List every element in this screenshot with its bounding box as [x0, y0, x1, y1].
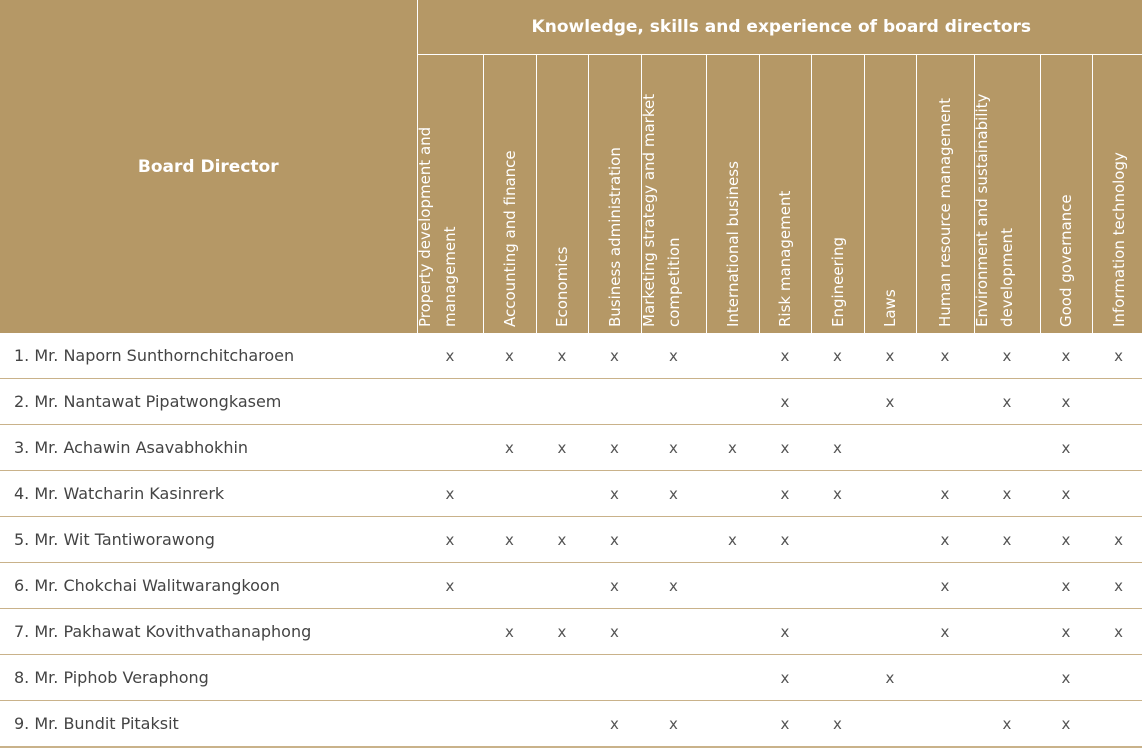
skill-header-8: [864, 55, 916, 334]
skill-mark-cell: x: [417, 471, 483, 517]
skill-mark-cell: x: [706, 517, 759, 563]
table-row: [0, 701, 1142, 748]
skill-header-label: Property development and management: [416, 126, 459, 327]
table-row: [0, 655, 1142, 701]
skill-mark-cell: [916, 655, 974, 701]
skill-mark-cell: x: [483, 333, 536, 379]
skill-mark-cell: [811, 563, 864, 609]
skill-mark-cell: [588, 655, 641, 701]
skill-mark-cell: [811, 655, 864, 701]
skill-mark-cell: [483, 655, 536, 701]
skill-header-label: Marketing strategy and market competition: [639, 93, 683, 327]
skill-mark-cell: x: [1040, 563, 1092, 609]
skill-header-0: [417, 55, 483, 334]
skill-header-4: [641, 55, 706, 334]
skill-mark-cell: x: [864, 379, 916, 425]
skill-mark-cell: x: [974, 471, 1040, 517]
skill-mark-cell: [811, 609, 864, 655]
skill-mark-cell: [916, 425, 974, 471]
skill-mark-cell: x: [974, 701, 1040, 748]
director-name: 1. Mr. Naporn Sunthornchitcharoen: [0, 333, 417, 379]
skill-mark-cell: x: [536, 425, 588, 471]
skill-mark-cell: [811, 379, 864, 425]
skill-mark-cell: [864, 609, 916, 655]
skill-mark-cell: x: [641, 471, 706, 517]
skill-header-label: Economics: [553, 246, 571, 327]
table-row: [0, 471, 1142, 517]
skill-mark-cell: x: [1040, 379, 1092, 425]
skill-mark-cell: x: [417, 333, 483, 379]
skill-mark-cell: [974, 655, 1040, 701]
skill-mark-cell: x: [1092, 609, 1142, 655]
skill-mark-cell: x: [916, 563, 974, 609]
skill-mark-cell: [483, 379, 536, 425]
director-name: 6. Mr. Chokchai Walitwarangkoon: [0, 563, 417, 609]
skill-mark-cell: x: [588, 471, 641, 517]
skill-mark-cell: x: [483, 609, 536, 655]
skill-mark-cell: [417, 379, 483, 425]
skill-mark-cell: [706, 563, 759, 609]
skill-header-7: [811, 55, 864, 334]
skill-mark-cell: x: [641, 563, 706, 609]
skill-mark-cell: x: [759, 701, 811, 748]
director-name: 4. Mr. Watcharin Kasinrerk: [0, 471, 417, 517]
skill-header-2: [536, 55, 588, 334]
skill-mark-cell: x: [759, 425, 811, 471]
skill-header-label: Good governance: [1057, 194, 1075, 327]
skill-mark-cell: x: [588, 333, 641, 379]
skill-mark-cell: x: [974, 379, 1040, 425]
skill-mark-cell: [1092, 425, 1142, 471]
skill-mark-cell: x: [1040, 609, 1092, 655]
director-name: 3. Mr. Achawin Asavabhokhin: [0, 425, 417, 471]
skill-mark-cell: [1092, 379, 1142, 425]
skill-header-9: [916, 55, 974, 334]
skills-group-header: Knowledge, skills and experience of board directors: [417, 0, 1142, 55]
table-row: [0, 425, 1142, 471]
skill-mark-cell: [864, 517, 916, 563]
skill-mark-cell: [1092, 471, 1142, 517]
skill-mark-cell: x: [811, 471, 864, 517]
skill-header-label: Laws: [881, 289, 899, 327]
skill-mark-cell: [417, 609, 483, 655]
skill-mark-cell: [536, 563, 588, 609]
skill-mark-cell: x: [536, 609, 588, 655]
skill-header-1: [483, 55, 536, 334]
skill-mark-cell: x: [759, 333, 811, 379]
skill-mark-cell: x: [1092, 563, 1142, 609]
skill-mark-cell: x: [1040, 655, 1092, 701]
skill-mark-cell: x: [864, 655, 916, 701]
table-row: [0, 379, 1142, 425]
skill-mark-cell: x: [483, 517, 536, 563]
skill-mark-cell: [974, 609, 1040, 655]
director-name: 2. Mr. Nantawat Pipatwongkasem: [0, 379, 417, 425]
skill-mark-cell: [811, 517, 864, 563]
skill-header-label: Engineering: [828, 237, 847, 327]
skill-mark-cell: [706, 655, 759, 701]
skill-mark-cell: [536, 471, 588, 517]
skill-header-label: Information technology: [1109, 152, 1128, 327]
director-name: 5. Mr. Wit Tantiworawong: [0, 517, 417, 563]
skill-header-12: [1092, 55, 1142, 334]
skill-header-5: [706, 55, 759, 334]
skill-mark-cell: [417, 701, 483, 748]
skill-mark-cell: x: [916, 517, 974, 563]
skill-mark-cell: [536, 655, 588, 701]
skill-mark-cell: x: [641, 425, 706, 471]
skill-header-label: Environment and sustainability development: [973, 93, 1016, 327]
skill-mark-cell: x: [811, 701, 864, 748]
skill-mark-cell: x: [759, 379, 811, 425]
director-name: 7. Mr. Pakhawat Kovithvathanaphong: [0, 609, 417, 655]
skill-mark-cell: x: [916, 471, 974, 517]
directors-body: [0, 333, 1142, 747]
skill-mark-cell: x: [483, 425, 536, 471]
skill-mark-cell: [706, 701, 759, 748]
skill-mark-cell: x: [974, 517, 1040, 563]
skill-mark-cell: [641, 517, 706, 563]
skill-mark-cell: x: [759, 655, 811, 701]
skill-header-label: Risk management: [776, 190, 794, 327]
skill-mark-cell: [864, 471, 916, 517]
skill-mark-cell: x: [864, 333, 916, 379]
skill-mark-cell: [974, 425, 1040, 471]
skill-mark-cell: x: [588, 425, 641, 471]
skill-mark-cell: [706, 609, 759, 655]
skill-mark-cell: [864, 563, 916, 609]
skill-mark-cell: [1092, 655, 1142, 701]
skill-mark-cell: [641, 379, 706, 425]
skill-mark-cell: x: [588, 609, 641, 655]
skill-mark-cell: x: [1040, 333, 1092, 379]
skill-mark-cell: x: [588, 701, 641, 748]
skill-mark-cell: x: [759, 517, 811, 563]
skill-mark-cell: [864, 425, 916, 471]
skill-mark-cell: x: [706, 425, 759, 471]
skill-mark-cell: x: [759, 609, 811, 655]
skill-mark-cell: x: [1092, 333, 1142, 379]
skill-mark-cell: x: [417, 563, 483, 609]
skill-mark-cell: [641, 609, 706, 655]
skill-header-label: International business: [723, 161, 742, 327]
skill-mark-cell: [536, 701, 588, 748]
skill-header-label: Human resource management: [936, 98, 954, 327]
skill-mark-cell: x: [1040, 701, 1092, 748]
skill-mark-cell: [536, 379, 588, 425]
skill-mark-cell: x: [588, 517, 641, 563]
skill-mark-cell: x: [1040, 471, 1092, 517]
skill-mark-cell: x: [811, 425, 864, 471]
skill-mark-cell: [974, 563, 1040, 609]
skill-header-label: Business administration: [605, 147, 624, 327]
skill-mark-cell: x: [916, 333, 974, 379]
director-name: 9. Mr. Bundit Pitaksit: [0, 701, 417, 748]
director-name: 8. Mr. Piphob Veraphong: [0, 655, 417, 701]
skill-mark-cell: x: [974, 333, 1040, 379]
skill-mark-cell: [916, 379, 974, 425]
header-row-top: [0, 0, 1142, 55]
skill-mark-cell: [1092, 701, 1142, 748]
skill-mark-cell: x: [641, 701, 706, 748]
skill-mark-cell: x: [641, 333, 706, 379]
skill-mark-cell: [417, 655, 483, 701]
skill-mark-cell: x: [1040, 425, 1092, 471]
skill-mark-cell: [588, 379, 641, 425]
skill-mark-cell: x: [536, 517, 588, 563]
skill-mark-cell: [706, 333, 759, 379]
skill-header-3: [588, 55, 641, 334]
board-director-header: Board Director: [0, 0, 417, 333]
skill-mark-cell: x: [1092, 517, 1142, 563]
skill-mark-cell: [417, 425, 483, 471]
skill-header-label: Accounting and finance: [500, 150, 519, 327]
table-row: [0, 609, 1142, 655]
skill-mark-cell: x: [588, 563, 641, 609]
skill-mark-cell: [483, 701, 536, 748]
skill-mark-cell: x: [1040, 517, 1092, 563]
skill-mark-cell: [483, 563, 536, 609]
skill-mark-cell: [706, 379, 759, 425]
table-row: [0, 517, 1142, 563]
skill-header-11: [1040, 55, 1092, 334]
skill-mark-cell: [706, 471, 759, 517]
skill-mark-cell: [483, 471, 536, 517]
skill-mark-cell: x: [916, 609, 974, 655]
skill-mark-cell: x: [536, 333, 588, 379]
skill-mark-cell: x: [417, 517, 483, 563]
skill-mark-cell: x: [759, 471, 811, 517]
skill-header-10: [974, 55, 1040, 334]
skill-mark-cell: x: [811, 333, 864, 379]
skill-mark-cell: [759, 563, 811, 609]
skill-mark-cell: [641, 655, 706, 701]
skill-header-6: [759, 55, 811, 334]
skill-mark-cell: [916, 701, 974, 748]
skill-mark-cell: [864, 701, 916, 748]
table-row: [0, 563, 1142, 609]
table-row: [0, 333, 1142, 379]
